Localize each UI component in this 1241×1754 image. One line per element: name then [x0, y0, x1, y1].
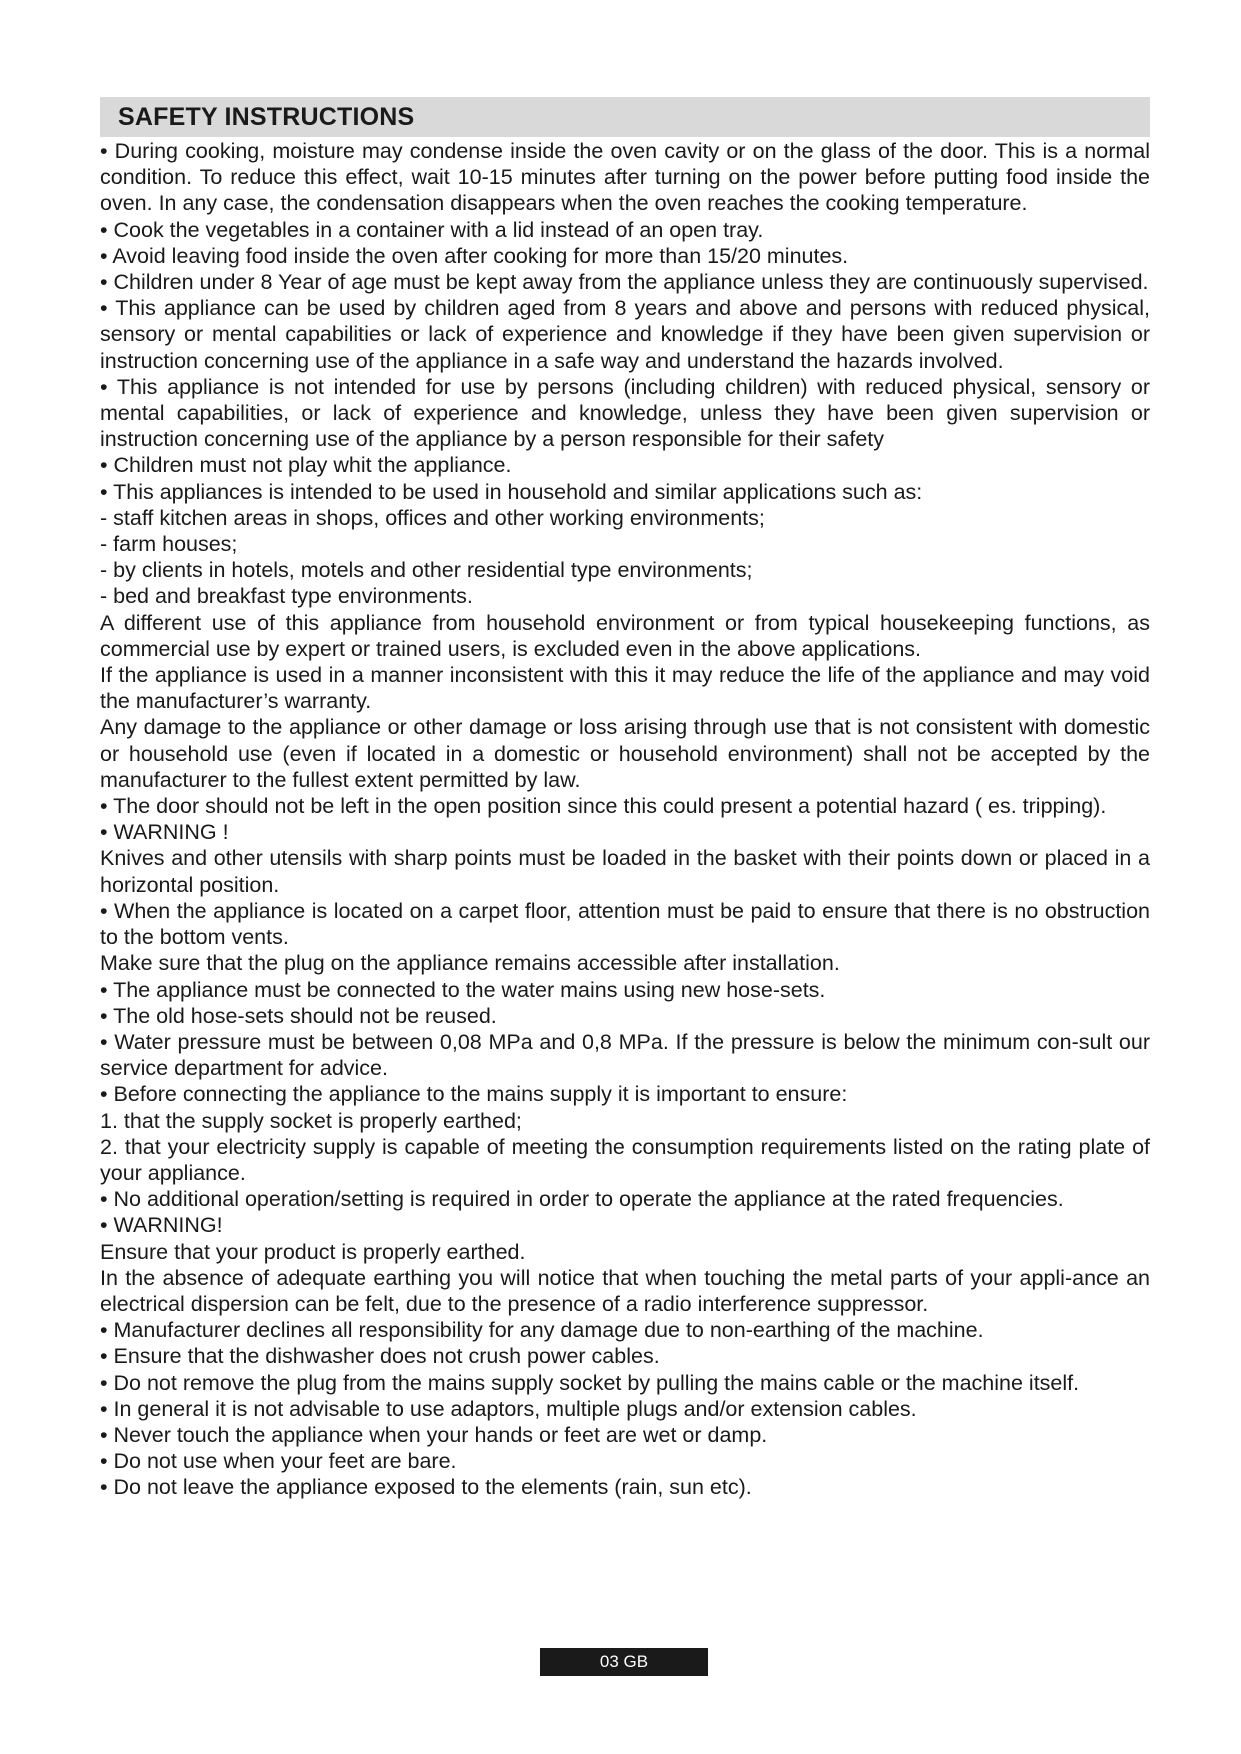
paragraph: • When the appliance is located on a carpet floor, attention must be paid to ensure that there is no obstruction to the bottom vents. [100, 898, 1150, 950]
list-item: - farm houses; [100, 532, 238, 557]
page-number-label: 03 GB [540, 1648, 708, 1676]
list-item: - by clients in hotels, motels and other residential type environments; [100, 558, 753, 583]
paragraph: In the absence of adequate earthing you will notice that when touching the metal parts of your appli-ance an electrical dispersion can be felt, due to the presence of a radio interference suppressor. [100, 1265, 1150, 1316]
paragraph: • Ensure that the dishwasher does not crush power cables. [100, 1344, 660, 1369]
paragraph: • Children must not play whit the appliance. [100, 453, 512, 478]
paragraph: • Avoid leaving food inside the oven after cooking for more than 15/20 minutes. [100, 243, 849, 268]
paragraph: Any damage to the appliance or other damage or loss arising through use that is not consistent with domestic or household use (even if located in a domestic or household environment) shall not be accepted by the manufacturer to the fullest extent permitted by law. [100, 715, 1150, 792]
list-item: - bed and breakfast type environments. [100, 584, 473, 609]
page-content [100, 97, 1150, 1501]
list-item: 2. that your electricity supply is capable of meeting the consumption requirements listed on the rating plate of your appliance. [100, 1134, 1150, 1185]
paragraph: • Do not remove the plug from the mains supply socket by pulling the mains cable or the machine itself. [100, 1370, 1080, 1395]
paragraph: • Water pressure must be between 0,08 MPa and 0,8 MPa. If the pressure is below the minimum con-sult our service department for advice. [100, 1029, 1150, 1081]
paragraph: • The appliance must be connected to the water mains using new hose-sets. [100, 977, 826, 1002]
warning-heading: • WARNING! [100, 1213, 223, 1238]
paragraph: • In general it is not advisable to use adaptors, multiple plugs and/or extension cables. [100, 1396, 917, 1421]
paragraph: If the appliance is used in a manner inconsistent with this it may reduce the life of the appliance and may void the manufacturer’s warranty. [100, 663, 1150, 714]
page-title: SAFETY INSTRUCTIONS [118, 102, 415, 131]
paragraph: • Cook the vegetables in a container with a lid instead of an open tray. [100, 217, 764, 242]
paragraph: Ensure that your product is properly earthed. [100, 1239, 526, 1264]
paragraph: • Before connecting the appliance to the mains supply it is important to ensure: [100, 1082, 848, 1107]
paragraph: • This appliance can be used by children aged from 8 years and above and persons with reduced physical, sensory or mental capabilities or lack of experience and knowledge if they have been given supervision or instruction concerning use of the appliance in a safe way and understand the hazards involved. [100, 296, 1150, 373]
paragraph: • The old hose-sets should not be reused. [100, 1003, 497, 1028]
paragraph: • Do not leave the appliance exposed to the elements (rain, sun etc). [100, 1475, 752, 1500]
paragraph: Make sure that the plug on the appliance remains accessible after installation. [100, 951, 840, 976]
paragraph: • Never touch the appliance when your hands or feet are wet or damp. [100, 1422, 768, 1447]
list-item: 1. that the supply socket is properly earthed; [100, 1108, 522, 1133]
section-header-bar [100, 97, 1150, 137]
paragraph: Knives and other utensils with sharp points must be loaded in the basket with their points down or placed in a horizontal position. [100, 846, 1150, 897]
paragraph: • Manufacturer declines all responsibility for any damage due to non-earthing of the machine. [100, 1318, 984, 1343]
paragraph: • Children under 8 Year of age must be kept away from the appliance unless they are continuously supervised. [100, 270, 1149, 295]
paragraph: • The door should not be left in the open position since this could present a potential hazard ( es. tripping). [100, 794, 1107, 819]
paragraph: • No additional operation/setting is required in order to operate the appliance at the rated frequencies. [100, 1187, 1064, 1212]
instructions-body [100, 138, 1150, 1501]
paragraph: • Do not use when your feet are bare. [100, 1449, 457, 1474]
paragraph: • During cooking, moisture may condense inside the oven cavity or on the glass of the door. This is a normal condition. To reduce this effect, wait 10-15 minutes after turning on the power before putting food inside the oven. In any case, the condensation disappears when the oven reaches the cooking temperature. [100, 139, 1150, 216]
list-item: - staff kitchen areas in shops, offices and other working environments; [100, 505, 765, 530]
paragraph: A different use of this appliance from household environment or from typical housekeeping functions, as commercial use by expert or trained users, is excluded even in the above applications. [100, 610, 1150, 661]
paragraph: • This appliance is not intended for use by persons (including children) with reduced physical, sensory or mental capabilities, or lack of experience and knowledge, unless they have been given supervision or instruction concerning use of the appliance by a person responsible for their safety [100, 374, 1150, 452]
warning-heading: • WARNING ! [100, 820, 229, 845]
paragraph: • This appliances is intended to be used in household and similar applications such as: [100, 479, 923, 504]
